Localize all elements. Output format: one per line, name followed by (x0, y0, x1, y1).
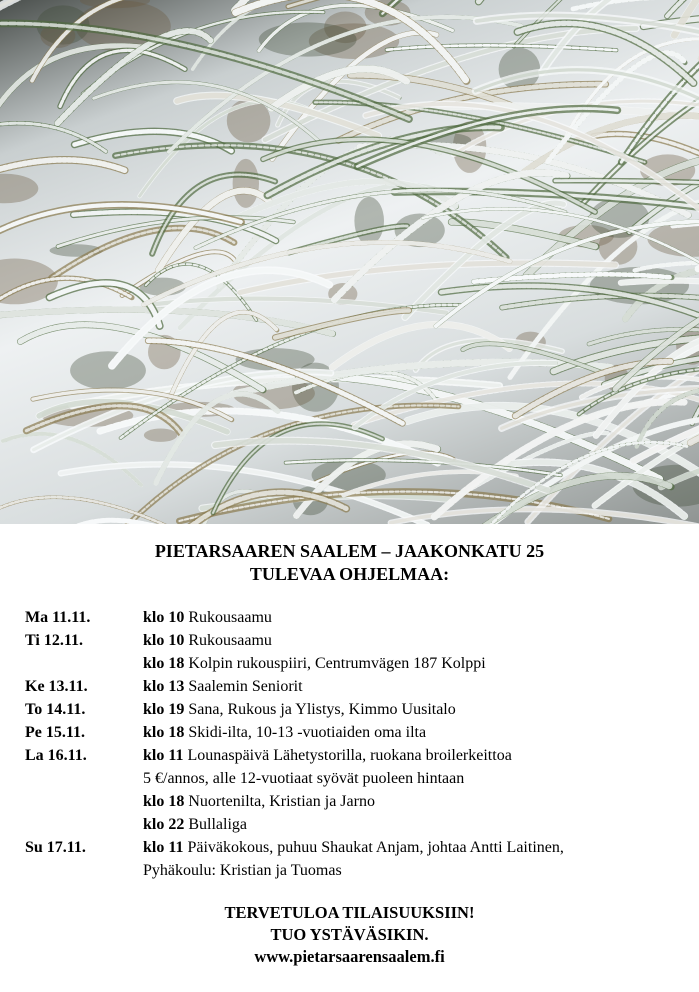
schedule-event: 5 €/annos, alle 12-vuotiaat syövät puoleen hintaan (143, 770, 465, 787)
footer (0, 902, 699, 968)
welcome-text: TERVETULOA TILAISUUKSIIN! (224, 903, 475, 922)
schedule-day: Su 17.11. (25, 839, 86, 856)
schedule-day: To 14.11. (25, 701, 86, 718)
schedule-day: Ke 13.11. (25, 678, 88, 695)
schedule-time: klo 11 (143, 747, 184, 764)
schedule-event: Saalemin Seniorit (184, 678, 303, 695)
schedule-event: Sana, Rukous ja Ylistys, Kimmo Uusitalo (184, 701, 456, 718)
schedule-time: klo 10 (143, 609, 185, 626)
schedule-time: klo 22 (143, 816, 185, 833)
schedule-day: Pe 15.11. (25, 724, 85, 741)
schedule-time: klo 13 (143, 678, 185, 695)
schedule-time: klo 18 (143, 793, 185, 810)
schedule-event: Skidi-ilta, 10-13 -vuotiaiden oma ilta (184, 724, 427, 741)
schedule-row (25, 836, 685, 859)
schedule-time: klo 11 (143, 839, 184, 856)
schedule-time: klo 18 (143, 655, 185, 672)
schedule-event: Bullaliga (184, 816, 247, 833)
schedule-row (25, 813, 685, 836)
schedule-row (25, 698, 685, 721)
schedule-row (25, 790, 685, 813)
schedule-event: Rukousaamu (184, 632, 272, 649)
header (0, 540, 699, 586)
schedule-list (25, 606, 685, 882)
schedule-day: La 16.11. (25, 747, 87, 764)
schedule-event: Rukousaamu (184, 609, 272, 626)
schedule-day: Ma 11.11. (25, 609, 91, 626)
website-link[interactable]: www.pietarsaarensaalem.fi (254, 947, 445, 966)
schedule-event: Päiväkokous, puhuu Shaukat Anjam, johtaa Antti Laitinen, (183, 839, 564, 856)
schedule-row (25, 767, 685, 790)
schedule-event: Pyhäkoulu: Kristian ja Tuomas (143, 862, 342, 879)
schedule-row (25, 744, 685, 767)
schedule-row (25, 721, 685, 744)
schedule-row (25, 629, 685, 652)
invite-text: TUO YSTÄVÄSIKIN. (270, 925, 429, 944)
schedule-time: klo 18 (143, 724, 185, 741)
schedule-row (25, 675, 685, 698)
schedule-row (25, 859, 685, 882)
schedule-day: Ti 12.11. (25, 632, 83, 649)
schedule-row (25, 606, 685, 629)
schedule-time: klo 19 (143, 701, 185, 718)
page-title: PIETARSAAREN SAALEM – JAAKONKATU 25 (154, 541, 545, 561)
schedule-event: Nuortenilta, Kristian ja Jarno (184, 793, 375, 810)
schedule-event: Kolpin rukouspiiri, Centrumvägen 187 Kolppi (184, 655, 486, 672)
schedule-event: Lounaspäivä Lähetystorilla, ruokana broilerkeittoa (183, 747, 512, 764)
page-subtitle: TULEVAA OHJELMAA: (249, 564, 450, 584)
schedule-row (25, 652, 685, 675)
schedule-time: klo 10 (143, 632, 185, 649)
